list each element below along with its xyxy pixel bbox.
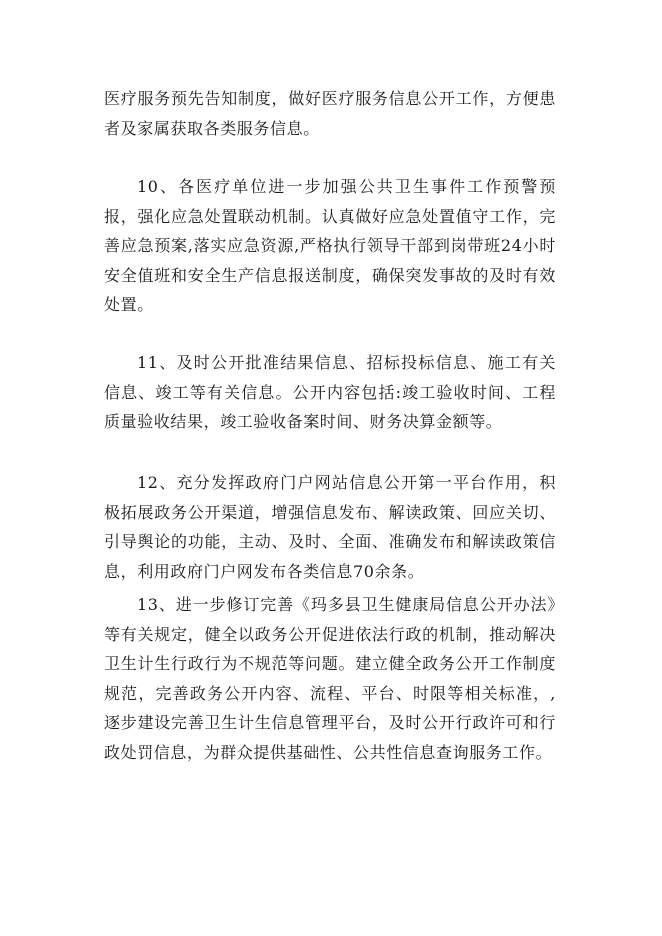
paragraph-item-10: 10、各医疗单位进一步加强公共卫生事件工作预警预报，强化应急处置联动机制。认真做好应急处置值守工作，完善应急预案,落实应急资源,严格执行领导干部到岗带班24小时安全值班和安全生产信息报送制度，确保突发事故的及时有效处置。 xyxy=(104,177,556,314)
paragraph-item-12: 12、充分发挥政府门户网站信息公开第一平台作用，积极拓展政务公开渠道，增强信息发布、解读政策、回应关切、引导舆论的功能，主动、及时、全面、准确发布和解读政策信息，利用政府门户网发布各类信息70余条。 xyxy=(104,473,556,581)
paragraph-item-11: 11、及时公开批准结果信息、招标投标信息、施工有关信息、竣工等有关信息。公开内容包括:竣工验收时间、工程质量验收结果，竣工验收备案时间、财务决算金额等。 xyxy=(104,353,556,431)
paragraph-item-13: 13、进一步修订完善《玛多县卫生健康局信息公开办法》等有关规定，健全以政务公开促进依法行政的机制，推动解决卫生计生行政行为不规范等问题。建立健全政务公开工作制度规范，完善政务公开内容、流程、平台、时限等相关标准，,逐步建设完善卫生计生信息管理平台，及时公开行政许可和行政处罚信息，为群众提供基础性、公共性信息查询服务工作。 xyxy=(104,595,556,762)
paragraph-medical-notice-continuation: 医疗服务预先告知制度，做好医疗服务信息公开工作，方便患者及家属获取各类服务信息。 xyxy=(104,89,556,138)
